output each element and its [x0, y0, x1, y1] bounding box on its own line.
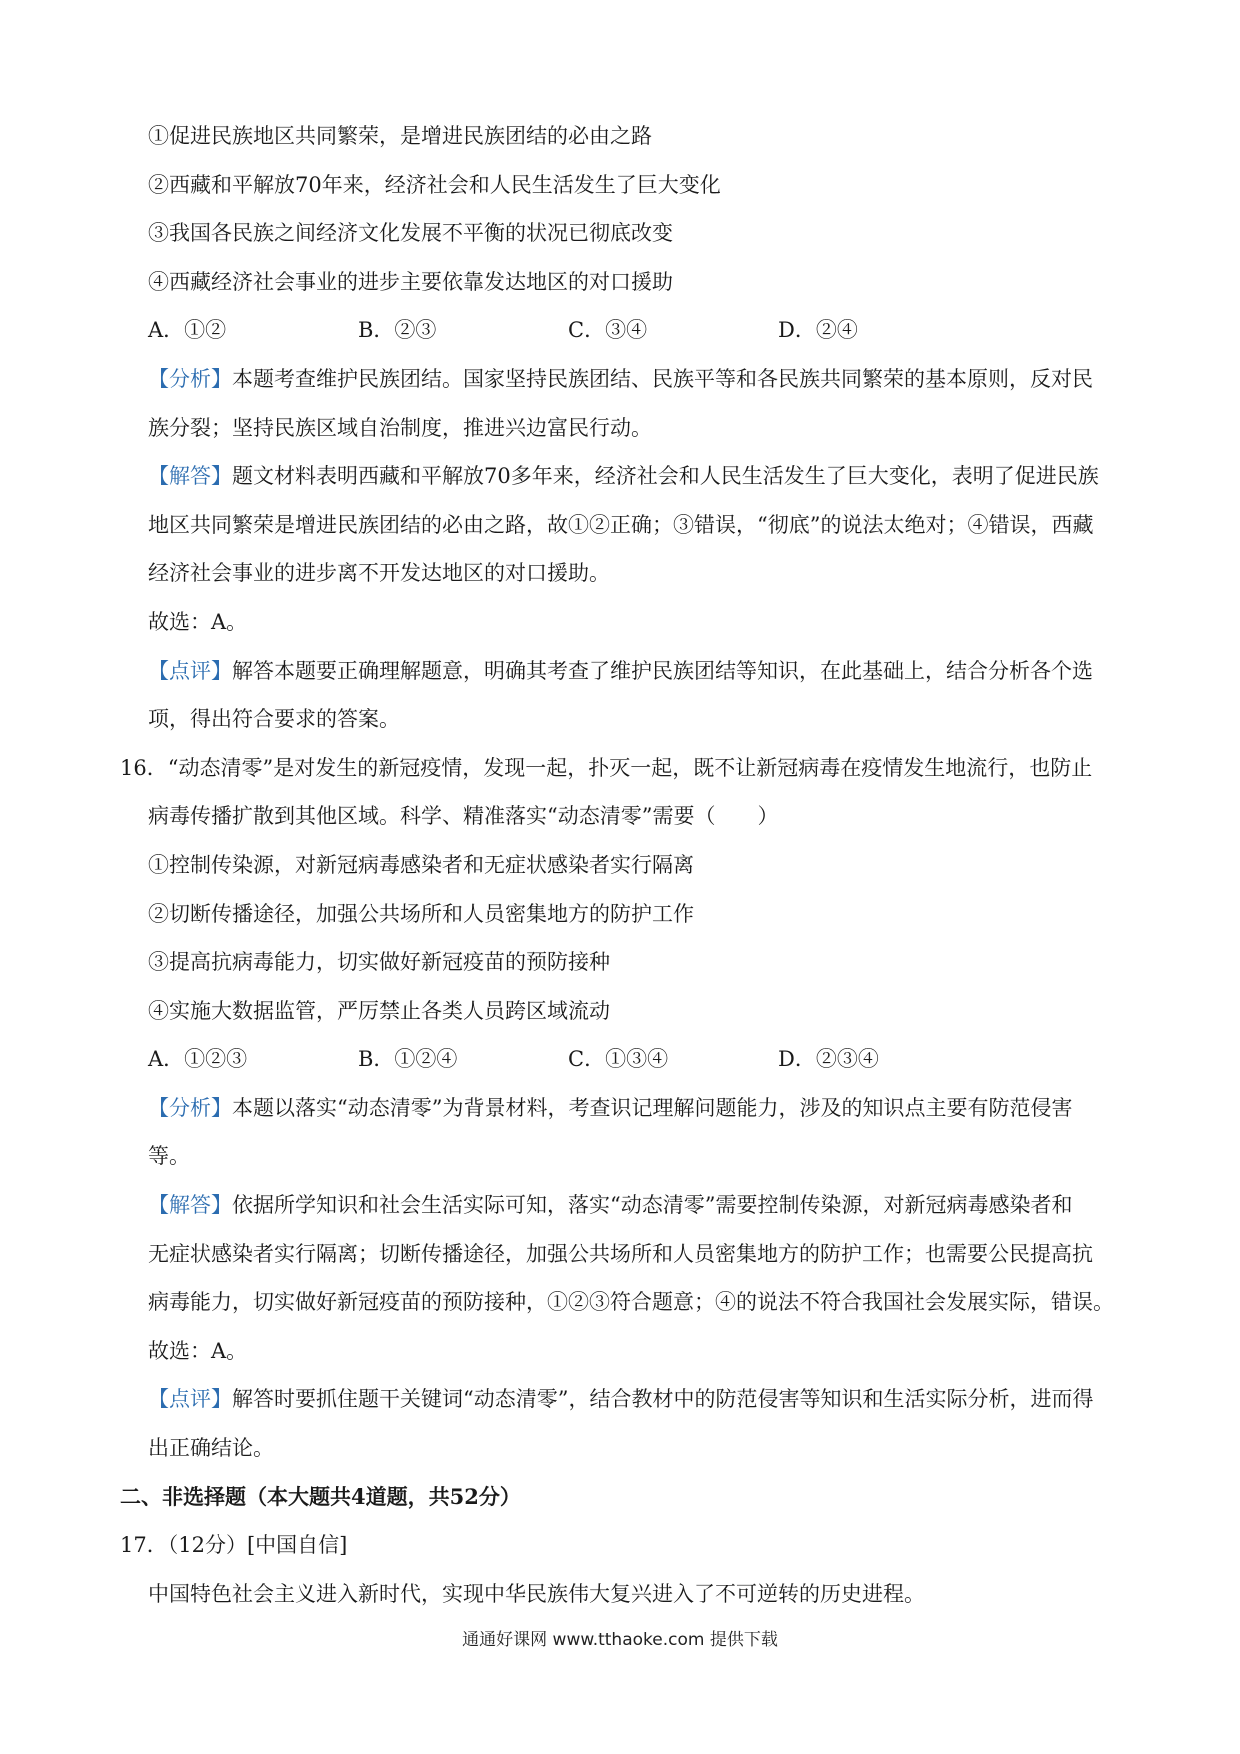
- q16-option-d: D．②③④: [778, 1047, 879, 1072]
- page-content: [120, 112, 1128, 1618]
- section-heading: 二、非选择题（本大题共4道题，共52分）: [120, 1483, 521, 1509]
- q15-option-d: D．②④: [778, 318, 858, 343]
- comment-tag: 【点评】: [148, 658, 232, 683]
- answer-tag: 【解答】: [148, 1193, 232, 1218]
- q16-option-a: A．①②③: [148, 1047, 248, 1072]
- q16-statement-2: ②切断传播途径，加强公共场所和人员密集地方的防护工作: [148, 901, 694, 926]
- q15-analysis: [148, 355, 1128, 404]
- comment-tag: 【点评】: [148, 1387, 232, 1412]
- footer-watermark: 通通好课网 www.tthaoke.com 提供下载: [462, 1630, 778, 1650]
- q16-statement-3: ③提高抗病毒能力，切实做好新冠疫苗的预防接种: [148, 950, 610, 975]
- q15-statement-1: ①促进民族地区共同繁荣，是增进民族团结的必由之路: [148, 124, 652, 148]
- q16-analysis-text-1: 本题以落实“动态清零”为背景材料，考查识记理解问题能力，涉及的知识点主要有防范侵害: [232, 1095, 1073, 1120]
- q16-statement-4: ④实施大数据监管，严厉禁止各类人员跨区域流动: [148, 998, 610, 1023]
- q15-options: [148, 306, 1128, 355]
- q15-statement-2: ②西藏和平解放70年来，经济社会和人民生活发生了巨大变化: [148, 172, 721, 197]
- q17-body: 中国特色社会主义进入新时代，实现中华民族伟大复兴进入了不可逆转的历史进程。: [148, 1581, 925, 1606]
- analysis-tag: 【分析】: [148, 1095, 232, 1120]
- q15-analysis-text-1: 本题考查维护民族团结。国家坚持民族团结、民族平等和各民族共同繁荣的基本原则，反对民: [232, 366, 1093, 391]
- q15-statement-3: ③我国各民族之间经济文化发展不平衡的状况已彻底改变: [148, 221, 673, 246]
- q16-choice: 故选：A。: [148, 1338, 248, 1363]
- q15-answer-text-3: 经济社会事业的进步离不开发达地区的对口援助。: [148, 561, 610, 586]
- q15-answer-text-1: 题文材料表明西藏和平解放70多年来，经济社会和人民生活发生了巨大变化，表明了促进民族: [232, 464, 1099, 489]
- q15-comment: [148, 647, 1128, 696]
- q16-answer-text-1: 依据所学知识和社会生活实际可知，落实“动态清零”需要控制传染源，对新冠病毒感染者和: [232, 1193, 1073, 1218]
- q16-options: [148, 1035, 1128, 1084]
- q15-answer-text-2: 地区共同繁荣是增进民族团结的必由之路，故①②正确；③错误，“彻底”的说法太绝对；④错误，西藏: [148, 512, 1094, 537]
- q15-analysis-text-2: 族分裂；坚持民族区域自治制度，推进兴边富民行动。: [148, 415, 652, 440]
- q16-comment-text-1: 解答时要抓住题干关键词“动态清零”，结合教材中的防范侵害等知识和生活实际分析，进而得: [232, 1387, 1094, 1412]
- q16-option-b: B．①②④: [358, 1047, 458, 1072]
- q15-choice: 故选：A。: [148, 609, 248, 634]
- q15-statement-4: ④西藏经济社会事业的进步主要依靠发达地区的对口援助: [148, 269, 673, 294]
- q15-option-b: B．②③: [358, 318, 437, 343]
- q15-comment-text-1: 解答本题要正确理解题意，明确其考查了维护民族团结等知识，在此基础上，结合分析各个选: [232, 658, 1093, 683]
- q16-comment: [148, 1375, 1128, 1424]
- q15-answer: [148, 452, 1128, 501]
- q16-stem-2: 病毒传播扩散到其他区域。科学、精准落实“动态清零”需要（ ）: [148, 804, 779, 829]
- q16-analysis: [148, 1084, 1128, 1133]
- q16-answer-text-3: 病毒能力，切实做好新冠疫苗的预防接种，①②③符合题意；④的说法不符合我国社会发展实际，错误。: [148, 1290, 1114, 1315]
- q17-head: 17．（12分）[中国自信]: [120, 1533, 348, 1558]
- q15-comment-text-2: 项，得出符合要求的答案。: [148, 707, 400, 732]
- q15-option-a: A．①②: [148, 318, 227, 343]
- q16-statement-1: ①控制传染源，对新冠病毒感染者和无症状感染者实行隔离: [148, 852, 694, 877]
- q16-analysis-text-2: 等。: [148, 1144, 190, 1169]
- q16-option-c: C．①③④: [568, 1047, 669, 1072]
- q16-answer-text-2: 无症状感染者实行隔离；切断传播途径，加强公共场所和人员密集地方的防护工作；也需要公民提高抗: [148, 1241, 1093, 1266]
- q15-option-c: C．③④: [568, 318, 648, 343]
- q16-stem-1: 16．“动态清零”是对发生的新冠疫情，发现一起，扑灭一起，既不让新冠病毒在疫情发生地流行，也防止: [120, 755, 1093, 780]
- answer-tag: 【解答】: [148, 464, 232, 489]
- analysis-tag: 【分析】: [148, 366, 232, 391]
- q16-answer: [148, 1181, 1128, 1230]
- q16-comment-text-2: 出正确结论。: [148, 1436, 274, 1461]
